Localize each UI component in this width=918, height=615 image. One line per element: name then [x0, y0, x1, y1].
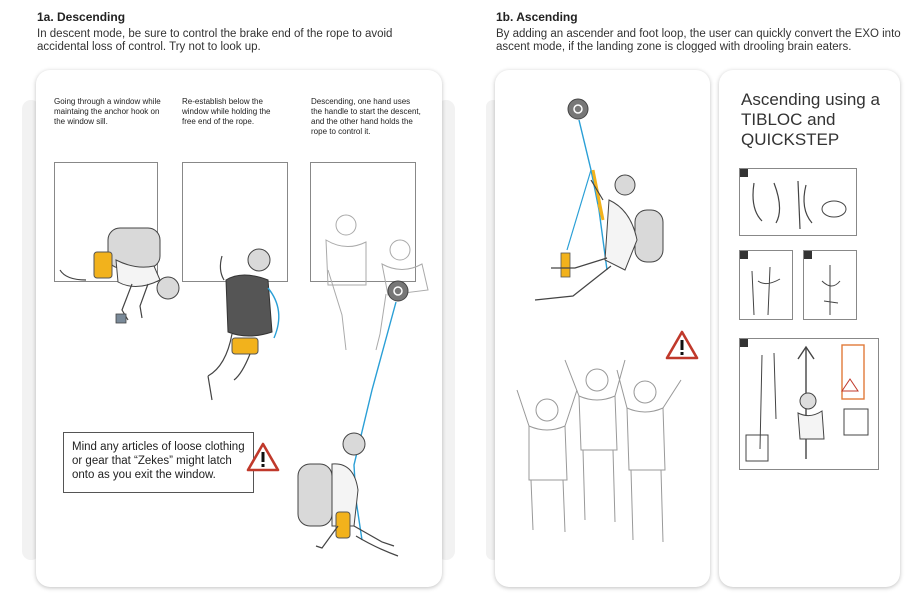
instruction-diagram-2: [739, 250, 793, 320]
illustration-ascending: [495, 70, 710, 587]
instruction-diagram-3: [803, 250, 857, 320]
instruction-diagram-1: [739, 168, 857, 236]
descending-title: 1a. Descending: [37, 10, 126, 24]
step-caption-2: Re-establish below the window while holding the free end of the rope.: [182, 97, 271, 126]
instruction-diagram-4: [739, 338, 879, 470]
tibloc-quickstep-card: [719, 70, 900, 587]
ascending-card: [495, 70, 710, 587]
warning-callout: Mind any articles of loose clothing or gear that “Zekes” might latch onto as you exit the window.: [63, 432, 254, 493]
descending-card: [36, 70, 442, 587]
ascending-title: 1b. Ascending: [496, 10, 578, 24]
warning-triangle-icon: [665, 330, 699, 360]
tibloc-panel-title: Ascending using a TIBLOC and QUICKSTEP: [741, 90, 880, 149]
warning-triangle-icon: [246, 442, 280, 472]
step-caption-1: Going through a window while maintaing the anchor hook on the window sill.: [54, 97, 161, 126]
illustration-descent: [36, 70, 442, 587]
descending-description: In descent mode, be sure to control the brake end of the rope to avoid accidental loss of control. Try not to look up.: [37, 28, 393, 53]
ascending-description: By adding an ascender and foot loop, the user can quickly convert the EXO into ascent mode, if the landing zone is clogged with drooling brain eaters.: [496, 28, 901, 53]
step-caption-3: Descending, one hand uses the handle to start the descent, and the other hand holds the rope to control it.: [311, 97, 421, 136]
